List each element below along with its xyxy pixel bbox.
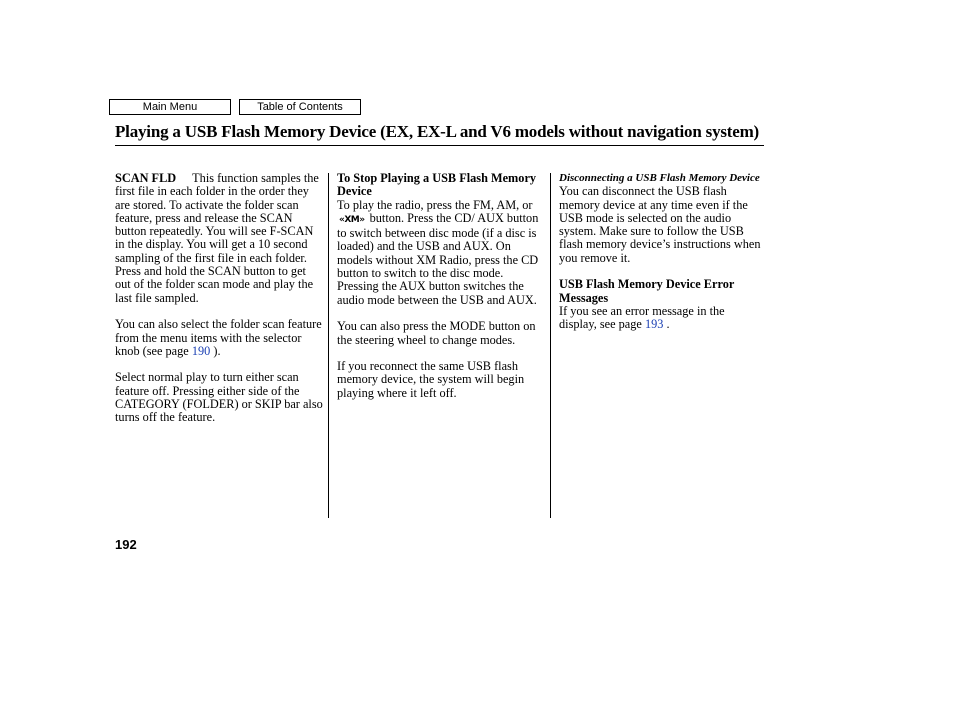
title-divider	[115, 145, 764, 146]
main-menu-button[interactable]: Main Menu	[109, 99, 231, 115]
normal-play-paragraph: Select normal play to turn either scan feature off. Pressing either side of the CATEGORY (FOLDER) or SKIP bar also turns off the feature.	[115, 370, 323, 425]
stop-playing-heading: To Stop Playing a USB Flash Memory Device	[337, 171, 537, 199]
paragraph-text: To play the radio, press the FM, AM, or	[337, 197, 533, 212]
disconnecting-paragraph: You can disconnect the USB flash memory device at any time even if the USB mode is selected on the audio system. Make sure to follow the USB flash memory device’s instructions when you remove it.	[559, 184, 761, 265]
paragraph-text: If you see an error message in the display, see page	[559, 303, 725, 332]
page-link-193[interactable]: 193	[644, 317, 664, 332]
folder-scan-menu-paragraph	[115, 318, 323, 358]
column-middle	[337, 172, 543, 413]
error-messages-heading: USB Flash Memory Device Error Messages	[559, 277, 735, 305]
paragraph-text: You can also select the folder scan feature from the menu items with the selector knob (see page	[115, 317, 322, 358]
page-number: 192	[115, 537, 137, 552]
paragraph-text: ).	[210, 343, 221, 358]
disconnecting-heading: Disconnecting a USB Flash Memory Device	[559, 172, 760, 184]
paragraph-text: button. Press the CD/ AUX button to switch between disc mode (if a disc is loaded) and the USB and AUX. On models without XM Radio, press the CD button to switch to the disc mode. Pressing the AUX button switches the audio mode between the USB and AUX.	[337, 210, 539, 307]
page-title: Playing a USB Flash Memory Device (EX, EX-L and V6 models without navigation system)	[115, 122, 760, 141]
error-messages-paragraph	[559, 305, 764, 332]
scan-fld-heading: SCAN FLD	[115, 171, 177, 185]
column-divider	[328, 173, 329, 518]
column-left	[115, 172, 323, 438]
table-of-contents-button[interactable]: Table of Contents	[239, 99, 361, 115]
reconnect-paragraph: If you reconnect the same USB flash memory device, the system will begin playing where it left off.	[337, 359, 525, 400]
column-right	[559, 172, 764, 345]
xm-radio-icon: «XM»	[339, 214, 365, 225]
mode-button-paragraph: You can also press the MODE button on the steering wheel to change modes.	[337, 319, 536, 347]
scan-fld-paragraph	[115, 172, 323, 305]
column-divider	[550, 173, 551, 518]
scan-fld-text: This function samples the first file in each folder in the order they are stored. To activate the folder scan feature, press and release the SCAN button repeatedly. You will see F-SCAN in the display. You will get a 10 second sampling of the first file in each folder. Press and hold the SCAN button to get out of the folder scan mode and play the last file sampled.	[115, 171, 319, 305]
paragraph-text: .	[663, 317, 670, 332]
stop-playing-paragraph	[337, 199, 543, 307]
page-link-190[interactable]: 190	[191, 343, 211, 358]
